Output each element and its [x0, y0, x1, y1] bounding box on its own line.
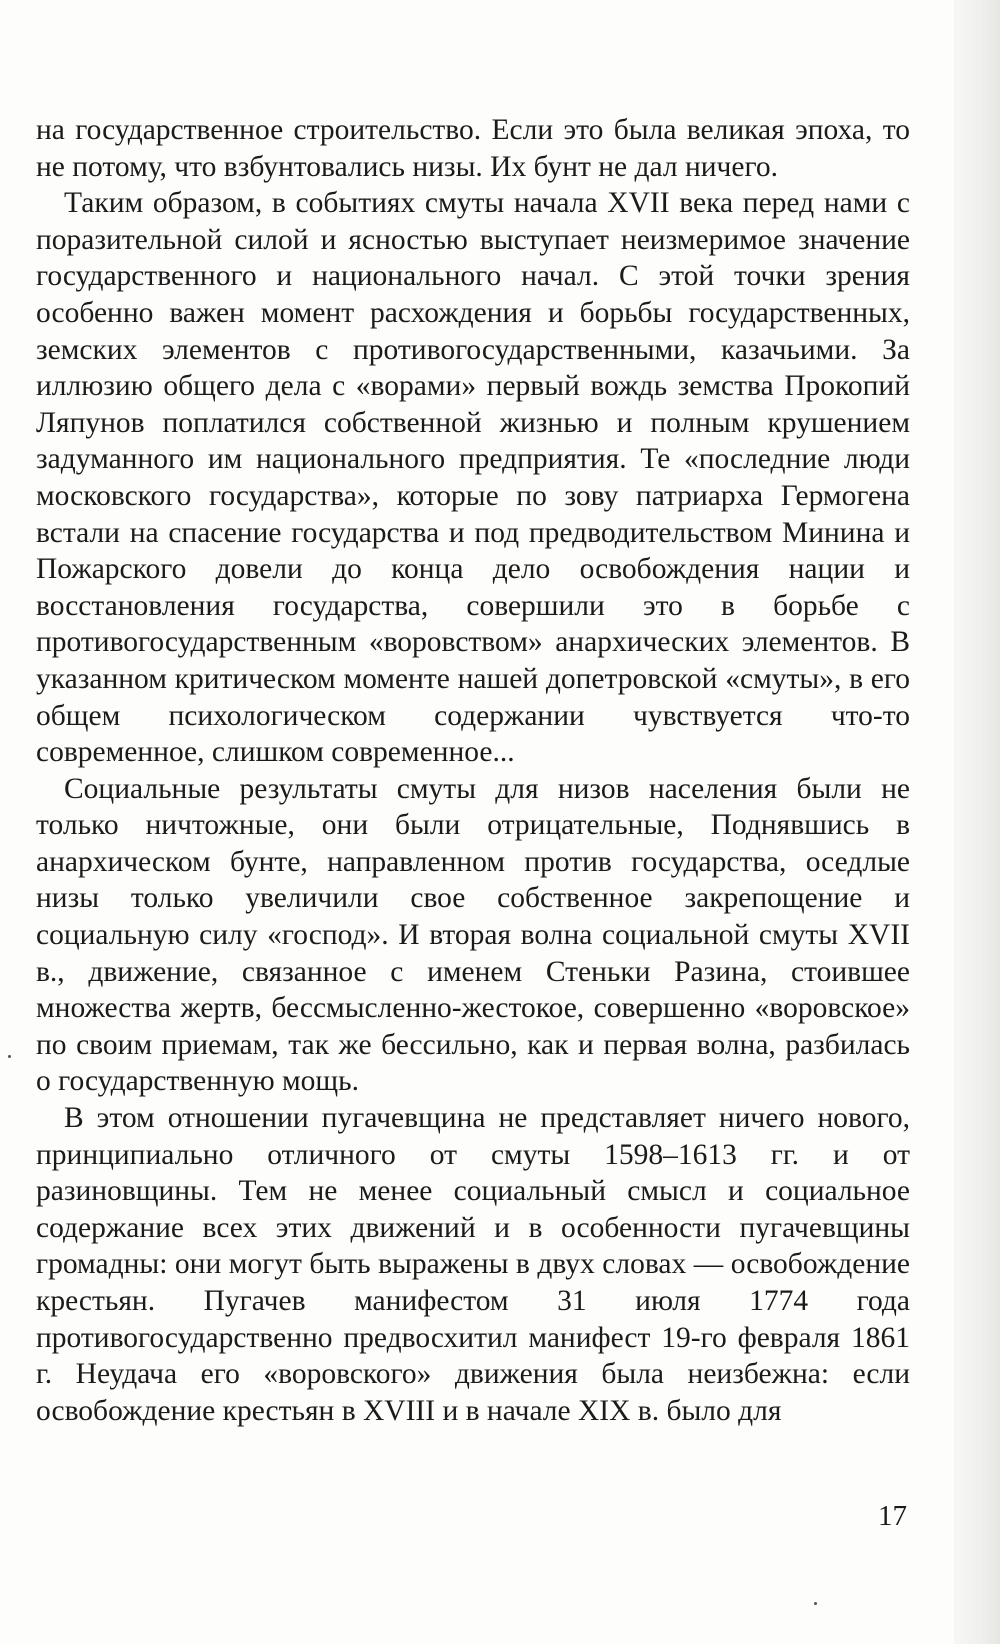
paragraph-1: на государственное строительство. Если это была великая эпоха, то не потому, что взбунтовались низы. Их бунт не дал ничего. [36, 114, 910, 183]
scan-speck [814, 1602, 817, 1605]
page-edge-shadow [954, 0, 1000, 1644]
paragraph-3: Социальные результаты смуты для низов населения были не только ничтожные, они были отрицательные, Поднявшись в анархическом бунте, направленном против государства, оседлые низы только увеличили свое собственное закрепощение и социальную силу «господ». И вторая волна социальной смуты XVII в., движение, связанное с именем Стеньки Разина, стоившее множества жертв, бессмысленно-жестокое, совершенно «воровское» по своим приемам, так же бессильно, как и первая волна, разбилась о государственную мощь. [36, 772, 910, 1098]
scan-speck [8, 1055, 11, 1058]
paragraph-2: Таким образом, в событиях смуты начала XVII века перед нами с поразительной силой и ясностью выступает неизмеримое значение государственного и национального начал. С этой точки зрения особенно важен момент расхождения и борьбы государственных, земских элементов с противогосударственными, казачьими. За иллюзию общего дела с «ворами» первый вождь земства Прокопий Ляпунов поплатился собственной жизнью и полным крушением задуманного им национального предприятия. Те «последние люди московского государства», которые по зову патриарха Гермогена встали на спасение государства и под предводительством Минина и Пожарского довели до конца дело освобождения нации и восстановления государства, совершили это в борьбе с противогосударственным «воровством» анархических элементов. В указанном критическом моменте нашей допетровской «смуты», в его общем психологическом содержании чувствуется что-то современное, слишком современное... [36, 187, 910, 769]
page-number: 17 [878, 1500, 907, 1532]
paragraph-4: В этом отношении пугачевщина не представляет ничего нового, принципиально отличного от смуты 1598–1613 гг. и от разиновщины. Тем не менее социальный смысл и социальное содержание всех этих движений и в особенности пугачевщины громадны: они могут быть выражены в двух словах — освобождение крестьян. Пугачев манифестом 31 июля 1774 года противогосударственно предвосхитил манифест 19-го февраля 1861 г. Неудача его «воровского» движения была неизбежна: если освобождение крестьян в XVIII и в начале XIX в. было для [36, 1102, 910, 1427]
body-text [36, 112, 910, 1429]
